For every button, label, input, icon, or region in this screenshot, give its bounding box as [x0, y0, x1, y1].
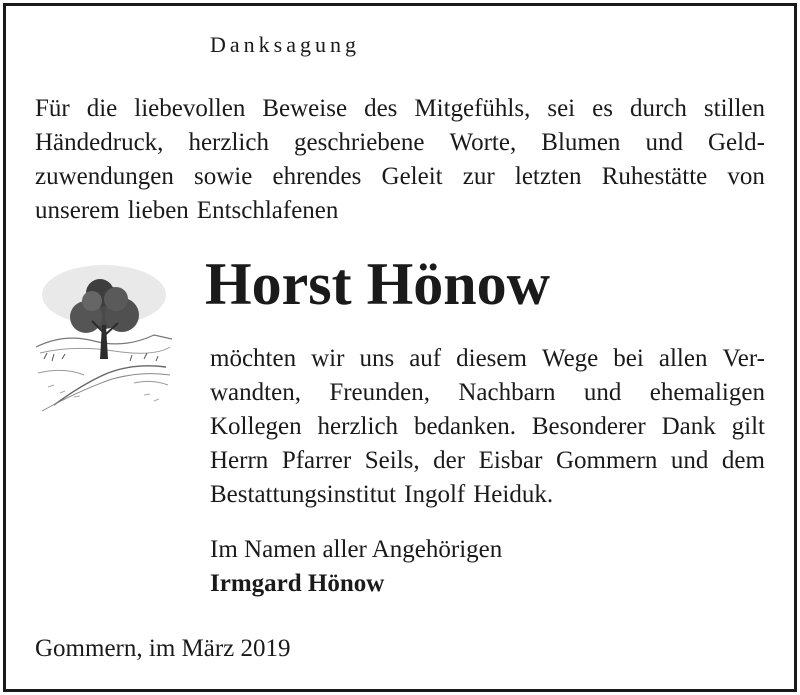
word: herzlich	[188, 129, 269, 156]
word: die	[86, 95, 118, 122]
word: Für	[35, 95, 70, 122]
word: Ver-	[722, 345, 765, 372]
word: herzlich	[317, 413, 399, 440]
word: sei	[547, 95, 576, 122]
word: gilt	[731, 413, 765, 440]
word: Besonderer	[531, 413, 646, 440]
tree-landscape-icon	[34, 255, 174, 415]
word: und	[583, 379, 622, 406]
word: Kollegen	[210, 413, 302, 440]
word: allen	[658, 345, 708, 372]
word: bei	[613, 345, 644, 372]
word: möchten	[210, 345, 297, 372]
place-date: Gommern, im März 2019	[35, 635, 291, 662]
word: Freunden,	[329, 379, 430, 406]
thanks-line	[210, 444, 765, 478]
word: uns	[359, 345, 395, 372]
intro-line	[35, 126, 765, 160]
word: stillen	[703, 95, 765, 122]
signer-name: Irmgard Hönow	[210, 570, 385, 597]
word: unserem	[35, 197, 120, 224]
word: Blumen	[541, 129, 621, 156]
thanks-line	[210, 410, 765, 444]
word: Dank	[661, 413, 716, 440]
word: diesem	[456, 345, 527, 372]
intro-line	[35, 194, 765, 228]
word: bedanken.	[413, 413, 516, 440]
word: ehemaligen	[649, 379, 765, 406]
word: ehrendes	[272, 163, 362, 190]
word: und	[670, 447, 709, 474]
word: wandten,	[210, 379, 301, 406]
word: des	[364, 95, 398, 122]
thanks-paragraph	[210, 342, 765, 512]
word: Geleit	[381, 163, 443, 190]
word: Pfarrer	[281, 447, 352, 474]
word: auf	[409, 345, 442, 372]
word: Ruhestätte	[601, 163, 708, 190]
word: Entschlafenen	[196, 197, 339, 224]
word: letzten	[514, 163, 582, 190]
word: sowie	[194, 163, 253, 190]
word: Geld-	[708, 129, 765, 156]
word: wir	[311, 345, 345, 372]
word: Eisbar	[478, 447, 543, 474]
word: Bestattungsinstitut	[210, 481, 397, 508]
word: und	[645, 129, 683, 156]
word: Seils,	[364, 447, 420, 474]
word: Ingolf	[404, 481, 466, 508]
closing-line: Im Namen aller Angehörigen	[210, 536, 503, 563]
intro-paragraph	[35, 92, 765, 228]
word: Beweise	[262, 95, 348, 122]
intro-line	[35, 160, 765, 194]
thanks-line	[210, 478, 765, 512]
intro-line	[35, 92, 765, 126]
word: zur	[462, 163, 495, 190]
word: geschriebene	[294, 129, 425, 156]
word: durch	[629, 95, 687, 122]
word: zuwendungen	[35, 163, 174, 190]
word: von	[727, 163, 765, 190]
word: dem	[721, 447, 765, 474]
word: der	[433, 447, 466, 474]
word: Mitgefühls,	[414, 95, 531, 122]
word: Heiduk.	[473, 481, 554, 508]
word: Worte,	[449, 129, 517, 156]
deceased-name: Horst Hönow	[205, 251, 550, 317]
word: Gommern	[555, 447, 658, 474]
word: Herrn	[210, 447, 269, 474]
thanks-line	[210, 342, 765, 376]
word: lieben	[127, 197, 189, 224]
word: Wege	[541, 345, 599, 372]
notice-heading: Danksagung	[210, 32, 360, 57]
word: liebevollen	[134, 95, 246, 122]
word: Händedruck,	[35, 129, 164, 156]
word: Nachbarn	[458, 379, 556, 406]
thanks-line	[210, 376, 765, 410]
word: es	[592, 95, 613, 122]
